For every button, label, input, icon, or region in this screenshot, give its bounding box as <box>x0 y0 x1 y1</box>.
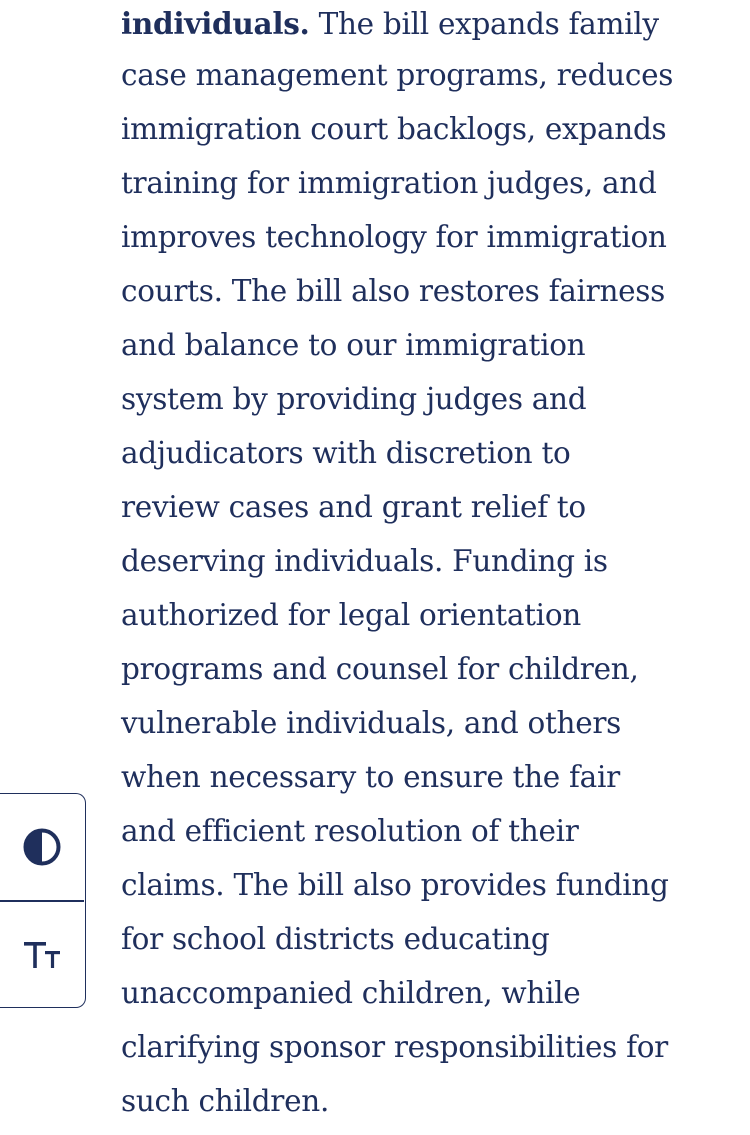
article-line: system by providing judges and <box>121 382 587 416</box>
article-line: immigration court backlogs, expands <box>121 112 667 146</box>
bold-lead-text: individuals. <box>121 6 310 41</box>
article-line: vulnerable individuals, and others <box>121 706 622 740</box>
article-line: authorized for legal orientation <box>121 598 581 632</box>
article-line: claims. The bill also provides funding <box>121 868 669 902</box>
article-line: and efficient resolution of their <box>121 814 579 848</box>
text-size-icon <box>22 937 62 971</box>
article-line: review cases and grant relief to <box>121 490 586 524</box>
article-line: programs and counsel for children, <box>121 652 639 686</box>
article-line <box>121 0 736 48</box>
article-line: improves technology for immigration <box>121 220 667 254</box>
article-line: case management programs, reduces <box>121 58 674 92</box>
article-line: unaccompanied children, while <box>121 976 581 1010</box>
article-line: deserving individuals. Funding is <box>121 544 608 578</box>
lead-text: The bill expands family <box>309 7 659 41</box>
article-body <box>121 0 736 1128</box>
article-line: such children. <box>121 1084 330 1118</box>
article-line: and balance to our immigration <box>121 328 586 362</box>
contrast-icon <box>22 827 62 867</box>
accessibility-toolbar <box>0 793 86 1008</box>
text-size-button[interactable] <box>0 901 84 1007</box>
article-line: adjudicators with discretion to <box>121 436 571 470</box>
article-line: when necessary to ensure the fair <box>121 760 620 794</box>
article-line: clarifying sponsor responsibilities for <box>121 1030 668 1064</box>
article-line: for school districts educating <box>121 922 550 956</box>
contrast-toggle-button[interactable] <box>0 794 84 900</box>
article-line: courts. The bill also restores fairness <box>121 274 665 308</box>
article-line: training for immigration judges, and <box>121 166 657 200</box>
